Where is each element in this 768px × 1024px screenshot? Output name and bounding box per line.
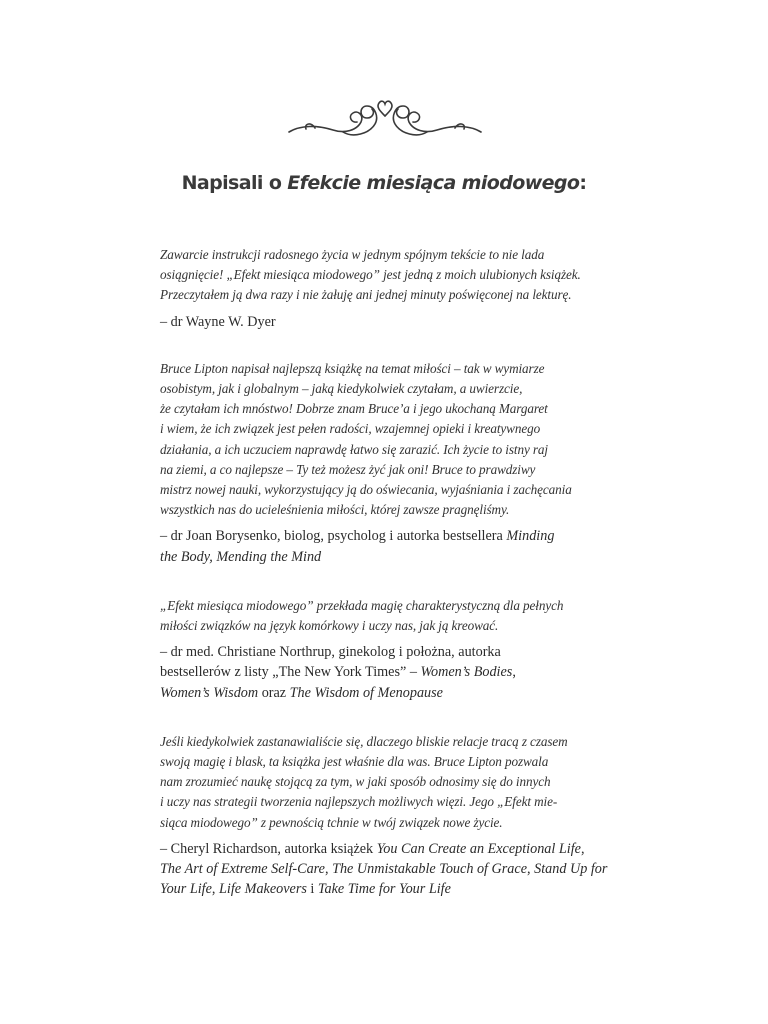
flourish-heart-ornament xyxy=(285,98,485,146)
attribution-text: , xyxy=(580,840,585,857)
heading-prefix: Napisali o xyxy=(181,172,288,194)
quote-line: Zawarcie instrukcji radosnego życia w jednym spójnym tekście to nie lada xyxy=(160,247,545,262)
quote-line: że czytałam ich mnóstwo! Dobrze znam Bruce’a i jego ukochaną Margaret xyxy=(160,401,548,417)
attribution-text: , xyxy=(512,664,516,681)
attribution-text: oraz xyxy=(258,684,290,701)
quote-line: nam zrozumieć naukę stojącą za tym, w jaki sposób odnosimy się do innych xyxy=(160,774,551,790)
heading-book-title: Efekcie miesiąca miodowego xyxy=(287,172,580,194)
quote-line: swoją magię i blask, ta książka jest właśnie dla was. Bruce Lipton pozwala xyxy=(160,754,549,770)
attribution-text: – dr med. Christiane Northrup, ginekolog i położna, autorka xyxy=(160,644,501,661)
testimonials-list xyxy=(160,245,638,899)
book-title: You Can Create an Exceptional Life xyxy=(376,840,581,857)
book-title: Take Time for Your Life xyxy=(317,881,451,898)
attribution-text: , xyxy=(324,861,333,878)
attribution-text: i xyxy=(306,881,318,898)
quote-line: Jeśli kiedykolwiek zastanawialiście się, dlaczego bliskie relacje tracą z czasem xyxy=(160,733,568,749)
heading-suffix: : xyxy=(579,172,587,194)
attribution-line: – dr Wayne W. Dyer xyxy=(160,313,276,330)
testimonial-quote xyxy=(160,245,638,306)
quote-line: osobistym, jak i globalnym – jaką kiedykolwiek czytałam, a uwierzcie, xyxy=(160,381,523,397)
quote-line: Przeczytałem ją dwa razy i nie żałuję ani jednej minuty poświęconej na lekturę. xyxy=(160,287,572,303)
quote-line: na ziemi, a co najlepsze – Ty też możesz żyć jak oni! Bruce to prawdziwy xyxy=(160,461,536,477)
book-title: Minding xyxy=(506,528,555,545)
attribution-text: , xyxy=(527,861,535,878)
book-title: Women’s Wisdom xyxy=(160,684,259,701)
book-title: The Art of Extreme Self-Care xyxy=(160,861,325,878)
quote-line: działania, a ich uczuciem naprawdę łatwo się zarazić. Ich życie to istny raj xyxy=(160,441,548,457)
page-heading xyxy=(0,172,768,194)
testimonial-attribution xyxy=(160,312,638,332)
quote-line: mistrz nowej nauki, wykorzystujący ją do oświecania, wyjaśniania i zachęcania xyxy=(160,482,572,498)
book-title: The Unmistakable Touch of Grace xyxy=(332,861,527,878)
book-title: The Wisdom of Menopause xyxy=(289,684,443,701)
quote-line: miłości związków na język komórkowy i uczy nas, jak ją kreować. xyxy=(160,618,499,634)
quote-line: siąca miodowego” z pewnością tchnie w twój związek nowe życie. xyxy=(160,814,503,830)
testimonial-attribution xyxy=(160,839,638,900)
testimonial-dyer xyxy=(160,245,638,332)
attribution-text: bestsellerów z listy „The New York Times” – xyxy=(160,664,421,681)
quote-line: i uczy nas strategii tworzenia najlepszych możliwych więzi. Jego „Efekt mie- xyxy=(160,794,558,810)
quote-line: Bruce Lipton napisał najlepszą książkę na temat miłości – tak w wymiarze xyxy=(160,360,545,376)
book-title: Life Makeovers xyxy=(219,881,307,898)
quote-line: i wiem, że ich związek jest pełen radości, wzajemnej opieki i kreatywnego xyxy=(160,421,541,437)
testimonial-borysenko xyxy=(160,359,638,567)
attribution-text: – Cheryl Richardson, autorka książek xyxy=(160,840,377,857)
testimonial-quote xyxy=(160,596,638,636)
book-title: Stand Up for xyxy=(534,861,608,878)
attribution-text: – dr Joan Borysenko, biolog, psycholog i autorka bestsellera xyxy=(160,528,507,545)
testimonial-richardson xyxy=(160,732,638,900)
quote-line: „Efekt miesiąca miodowego” przekłada magię charakterystyczną dla pełnych xyxy=(160,597,564,613)
quote-line: wszystkich nas do ucieleśnienia miłości, której zawsze pragnęliśmy. xyxy=(160,502,510,518)
testimonial-quote xyxy=(160,732,638,833)
book-title: Your Life xyxy=(160,881,212,898)
testimonial-attribution xyxy=(160,642,638,703)
testimonial-attribution xyxy=(160,526,638,566)
quote-line: osiągnięcie! „Efekt miesiąca miodowego” jest jedną z moich ulubionych książek. xyxy=(160,267,581,283)
attribution-text: , xyxy=(211,881,220,898)
testimonial-quote xyxy=(160,359,638,521)
book-title: Women’s Bodies xyxy=(420,664,513,681)
testimonial-northrup xyxy=(160,596,638,703)
book-title: the Body, Mending the Mind xyxy=(160,548,322,565)
